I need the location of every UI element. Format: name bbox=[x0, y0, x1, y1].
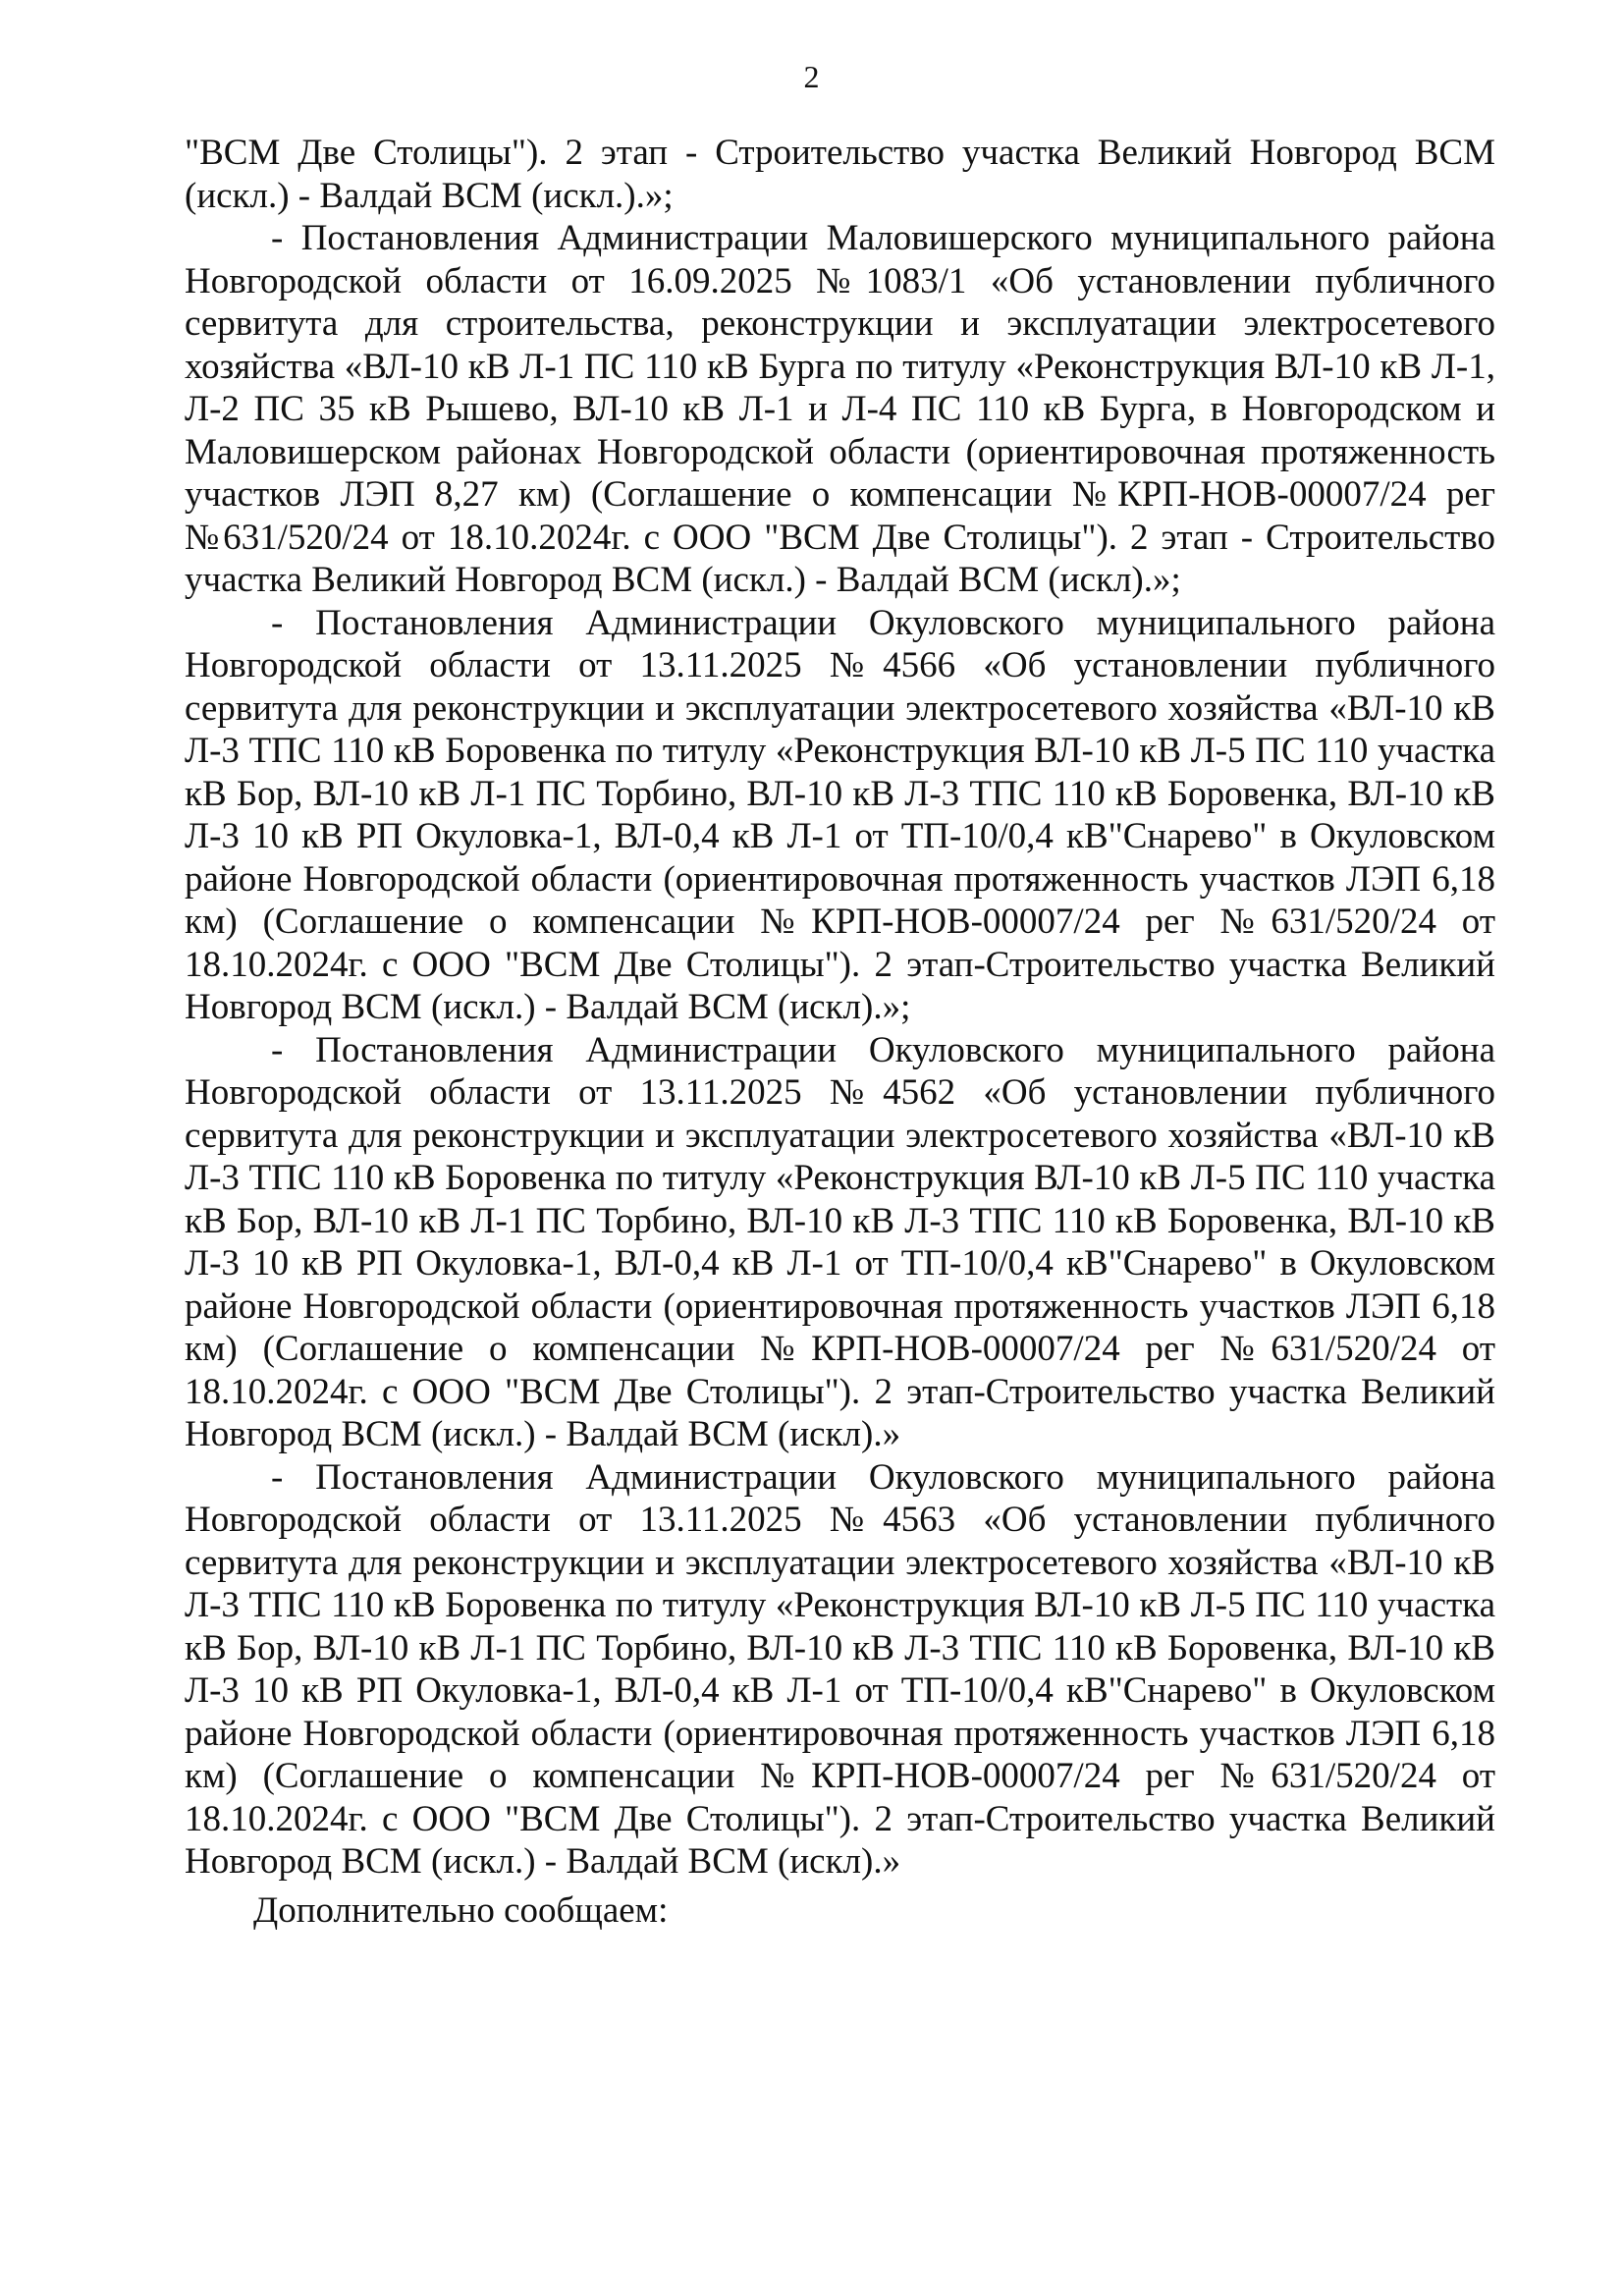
paragraph-resolution-okulovka-4563: - Постановления Администрации Окуловского муниципального района Новгородской области от 13.11.2025 №4563 «Об установлении публичного сервитута для реконструкции и эксплуатации электросетевого хозяйства «ВЛ-10 кВ Л-3 ТПС 110 кВ Боровенка по титулу «Реконструкция ВЛ-10 кВ Л-5 ПС 110 участка кВ Бор, ВЛ-10 кВ Л-1 ПС Торбино, ВЛ-10 кВ Л-3 ТПС 110 кВ Боровенка, ВЛ-10 кВ Л-3 10 кВ РП Окуловка-1, ВЛ-0,4 кВ Л-1 от ТП-10/0,4 кВ"Снарево" в Окуловском районе Новгородской области (ориентировочная протяженность участков ЛЭП 6,18 км) (Соглашение о компенсации №КРП-НОВ-00007/24 рег №631/520/24 от 18.10.2024г. с ООО "ВСМ Две Столицы"). 2 этап-Строительство участка Великий Новгород ВСМ (искл.) - Валдай ВСМ (искл).» bbox=[185, 1456, 1495, 1882]
paragraph-continuation: "ВСМ Две Столицы"). 2 этап - Строительство участка Великий Новгород ВСМ (искл.) - Валдай ВСМ (искл.).»; bbox=[185, 133, 1495, 216]
paragraph-resolution-okulovka-4566: - Постановления Администрации Окуловского муниципального района Новгородской области от 13.11.2025 №4566 «Об установлении публичного сервитута для реконструкции и эксплуатации электросетевого хозяйства «ВЛ-10 кВ Л-3 ТПС 110 кВ Боровенка по титулу «Реконструкция ВЛ-10 кВ Л-5 ПС 110 участка кВ Бор, ВЛ-10 кВ Л-1 ПС Торбино, ВЛ-10 кВ Л-3 ТПС 110 кВ Боровенка, ВЛ-10 кВ Л-3 10 кВ РП Окуловка-1, ВЛ-0,4 кВ Л-1 от ТП-10/0,4 кВ"Снарево" в Окуловском районе Новгородской области (ориентировочная протяженность участков ЛЭП 6,18 км) (Соглашение о компенсации №КРП-НОВ-00007/24 рег №631/520/24 от 18.10.2024г. с ООО "ВСМ Две Столицы"). 2 этап-Строительство участка Великий Новгород ВСМ (искл.) - Валдай ВСМ (искл).»; bbox=[185, 602, 1495, 1027]
paragraph-resolution-malovishera-1083: - Постановления Администрации Маловишерского муниципального района Новгородской области от 16.09.2025 №1083/1 «Об установлении публичного сервитута для строительства, реконструкции и эксплуатации электросетевого хозяйства «ВЛ-10 кВ Л-1 ПС 110 кВ Бурга по титулу «Реконструкция ВЛ-10 кВ Л-1, Л-2 ПС 35 кВ Рышево, ВЛ-10 кВ Л-1 и Л-4 ПС 110 кВ Бурга, в Новгородском и Маловишерском районах Новгородской области (ориентировочная протяженность участков ЛЭП 8,27 км) (Соглашение о компенсации №КРП-НОВ-00007/24 рег №631/520/24 от 18.10.2024г. с ООО "ВСМ Две Столицы"). 2 этап - Строительство участка Великий Новгород ВСМ (искл.) - Валдай ВСМ (искл).»; bbox=[185, 218, 1495, 600]
paragraph-resolution-okulovka-4562: - Постановления Администрации Окуловского муниципального района Новгородской области от 13.11.2025 №4562 «Об установлении публичного сервитута для реконструкции и эксплуатации электросетевого хозяйства «ВЛ-10 кВ Л-3 ТПС 110 кВ Боровенка по титулу «Реконструкция ВЛ-10 кВ Л-5 ПС 110 участка кВ Бор, ВЛ-10 кВ Л-1 ПС Торбино, ВЛ-10 кВ Л-3 ТПС 110 кВ Боровенка, ВЛ-10 кВ Л-3 10 кВ РП Окуловка-1, ВЛ-0,4 кВ Л-1 от ТП-10/0,4 кВ"Снарево" в Окуловском районе Новгородской области (ориентировочная протяженность участков ЛЭП 6,18 км) (Соглашение о компенсации №КРП-НОВ-00007/24 рег №631/520/24 от 18.10.2024г. с ООО "ВСМ Две Столицы"). 2 этап-Строительство участка Великий Новгород ВСМ (искл.) - Валдай ВСМ (искл).» bbox=[185, 1029, 1495, 1454]
paragraph-closing: Дополнительно сообщаем: bbox=[253, 1889, 669, 1931]
page-number: 2 bbox=[803, 59, 820, 94]
document-body bbox=[185, 132, 1495, 1932]
